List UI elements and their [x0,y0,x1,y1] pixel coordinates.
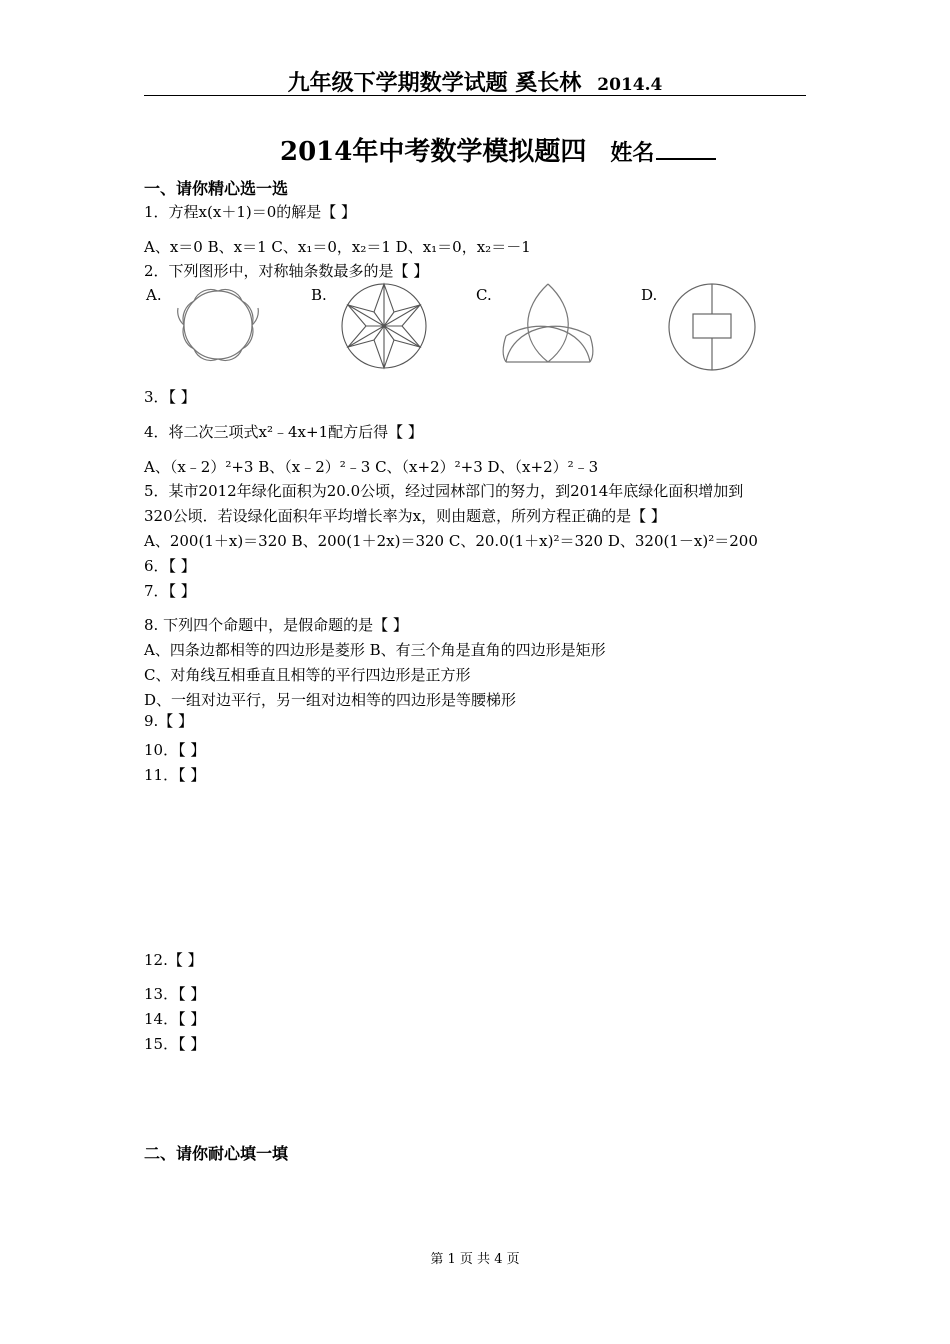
question-2-label-b: B. [311,286,327,304]
name-label: 姓名 [610,140,655,166]
question-12: 12.【 】 [144,951,203,969]
header-rule [144,95,806,96]
title-text: 2014年中考数学模拟题四 [280,137,587,167]
figure-d-circle-rect [665,280,759,374]
section-2-heading: 二、请你耐心填一填 [144,1144,289,1163]
question-1-options: A、x＝0 B、x＝1 C、x₁＝0，x₂＝1 D、x₁＝0，x₂＝－1 [144,238,531,256]
question-4-options: A、（x﹣2）²+3 B、（x﹣2）²﹣3 C、（x+2）²+3 D、（x+2）²﹣3 [144,458,599,476]
figure-b-star-circle [336,278,432,374]
question-15: 15．【 】 [144,1035,206,1053]
question-5-stem-1: 5．某市2012年绿化面积为20.0公顷，经过园林部门的努力，到2014年底绿化面积增加到 [144,482,744,500]
section-1-heading: 一、请你精心选一选 [144,179,289,198]
question-8-options-ab: A、四条边都相等的四边形是菱形 B、有三个角是直角的四边形是矩形 [144,641,606,659]
question-4-stem: 4．将二次三项式x²﹣4x+1配方后得【 】 [144,423,423,441]
header-text: 九年级下学期数学试题 奚长林 [287,70,582,96]
header-date: 2014.4 [597,75,663,95]
question-2-label-a: A. [146,286,162,304]
exam-title [280,131,716,168]
name-blank[interactable] [656,158,716,160]
question-8-stem: 8. 下列四个命题中，是假命题的是【 】 [144,616,408,634]
question-8-option-c: C、对角线互相垂直且相等的平行四边形是正方形 [144,666,471,684]
question-2-label-c: C. [476,286,492,304]
question-14: 14．【 】 [144,1010,206,1028]
page-header [0,66,950,97]
question-5-stem-2: 320公顷．若设绿化面积年平均增长率为x，则由题意，所列方程正确的是【 】 [144,507,666,525]
question-1-stem: 1．方程x(x＋1)＝0的解是【 】 [144,203,357,221]
figure-c-triquetra [498,280,598,372]
question-8-option-d: D、一组对边平行，另一组对边相等的四边形是等腰梯形 [144,691,517,709]
figure-a-four-lobe [168,278,268,374]
page-footer: 第 1 页 共 4 页 [430,1252,520,1267]
question-13: 13．【 】 [144,985,206,1003]
question-11: 11．【 】 [144,766,206,784]
question-2-label-d: D. [641,286,658,304]
question-7: 7．【 】 [144,582,196,600]
question-5-options: A、200(1＋x)＝320 B、200(1＋2x)＝320 C、20.0(1＋x)²＝320 D、320(1－x)²＝200 [144,532,758,550]
question-6: 6．【 】 [144,557,196,575]
question-3: 3．【 】 [144,388,196,406]
question-10: 10．【 】 [144,741,206,759]
question-2-stem: 2．下列图形中，对称轴条数最多的是【 】 [144,262,429,280]
question-9: 9.【 】 [144,712,194,730]
